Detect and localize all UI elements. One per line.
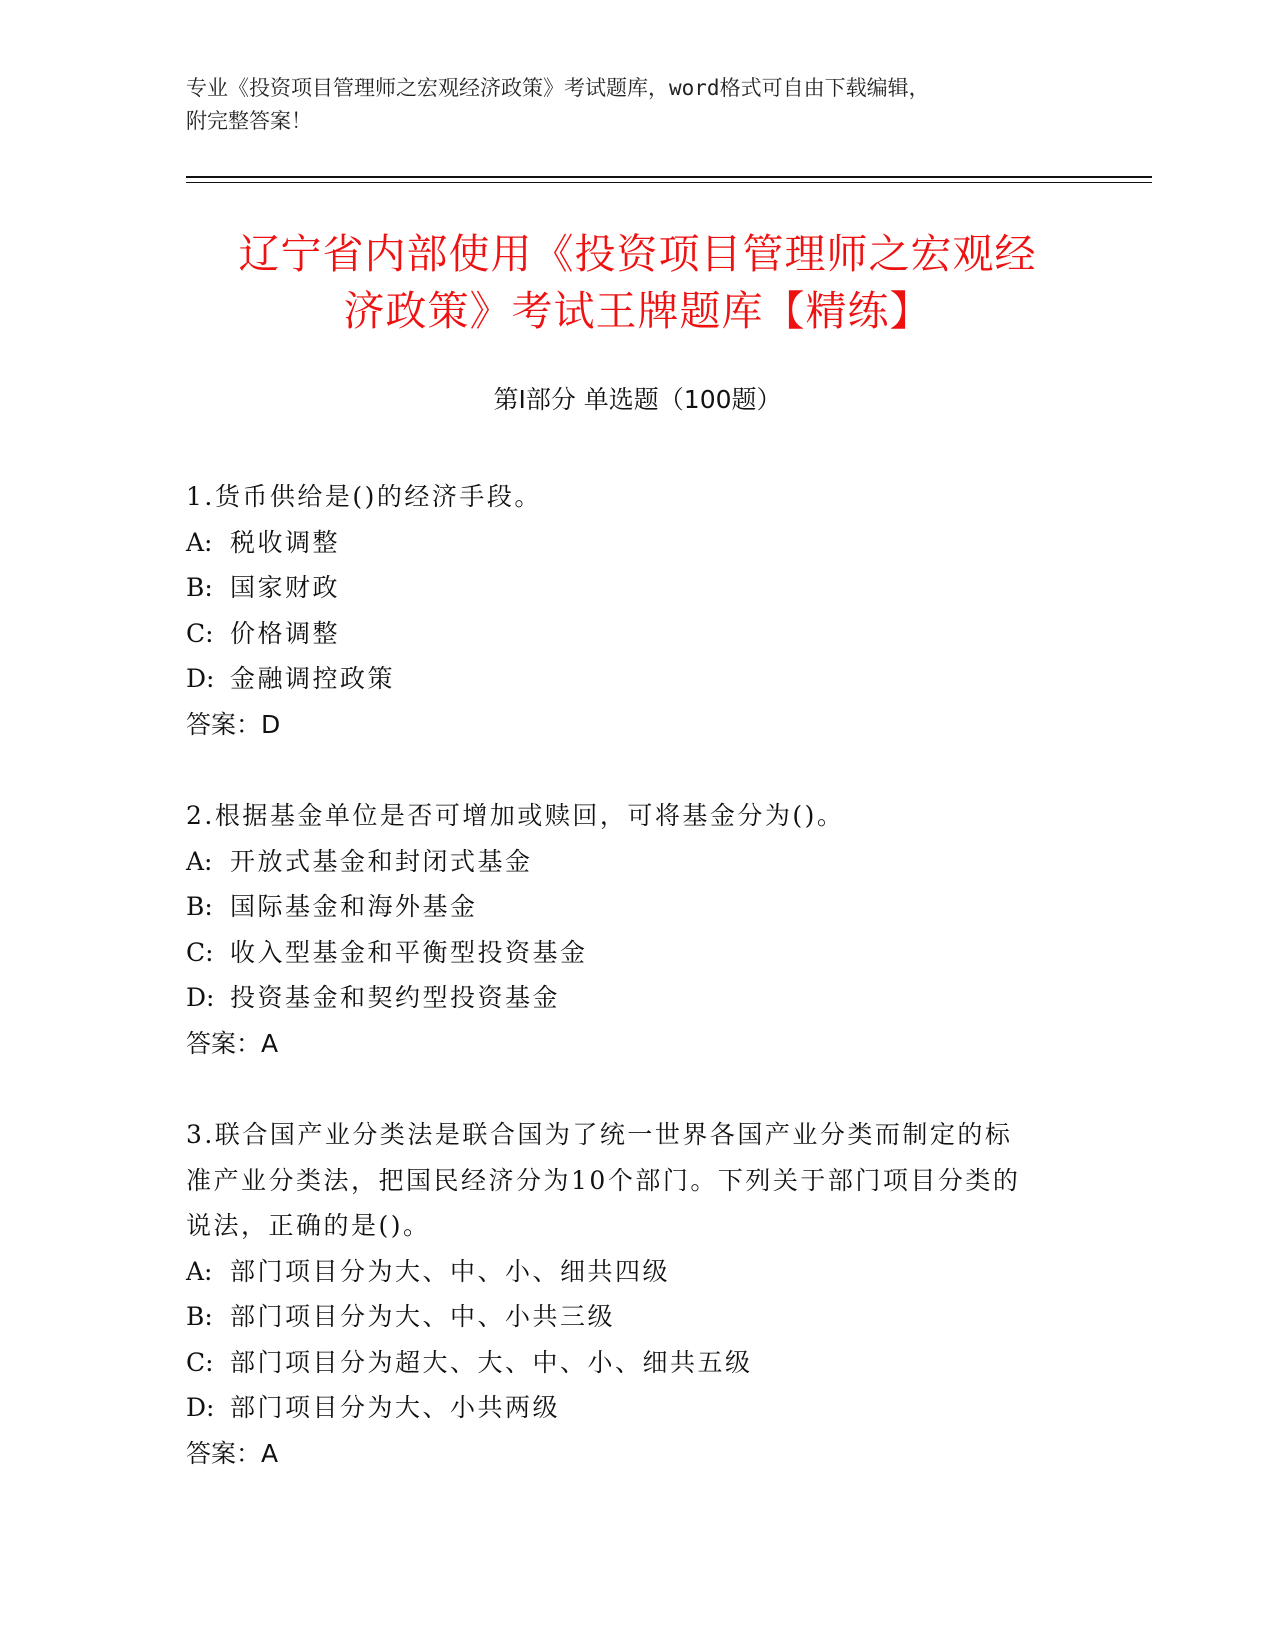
option-a bbox=[186, 1249, 1086, 1295]
header-divider-thick bbox=[186, 176, 1152, 178]
option-text: 部门项目分为大、中、小共三级 bbox=[230, 1302, 616, 1331]
question-stem-line: 3.联合国产业分类法是联合国为了统一世界各国产业分类而制定的标 bbox=[186, 1120, 1013, 1149]
header-note-line: 专业《投资项目管理师之宏观经济政策》考试题库，word格式可自由下载编辑， bbox=[186, 76, 930, 100]
answer-line: 答案：D bbox=[186, 709, 281, 739]
option-c bbox=[186, 930, 1086, 976]
option-letter: D: bbox=[186, 664, 215, 693]
option-text: 价格调整 bbox=[230, 618, 341, 648]
question-item bbox=[186, 474, 1086, 747]
option-text: 税收调整 bbox=[230, 527, 341, 557]
option-a bbox=[186, 520, 1086, 566]
question-stem-line: 说法，正确的是()。 bbox=[186, 1211, 431, 1240]
title-line: 济政策》考试王牌题库【精练】 bbox=[343, 287, 932, 335]
option-text: 投资基金和契约型投资基金 bbox=[230, 983, 561, 1012]
option-text: 国家财政 bbox=[230, 573, 341, 602]
question-stem: 1.货币供给是()的经济手段。 bbox=[186, 482, 542, 511]
answer-line: 答案：A bbox=[186, 1028, 279, 1058]
option-text: 金融调控政策 bbox=[230, 664, 396, 693]
option-text: 开放式基金和封闭式基金 bbox=[230, 846, 533, 876]
option-letter: D: bbox=[186, 1393, 215, 1422]
option-text: 收入型基金和平衡型投资基金 bbox=[230, 937, 588, 967]
option-letter: C: bbox=[186, 618, 214, 648]
option-text: 部门项目分为大、中、小、细共四级 bbox=[230, 1256, 671, 1286]
question-stem-line: 准产业分类法，把国民经济分为10个部门。下列关于部门项目分类的 bbox=[186, 1165, 1021, 1195]
header-note-line: 附完整答案！ bbox=[186, 109, 312, 133]
option-a bbox=[186, 839, 1086, 885]
question-stem: 2.根据基金单位是否可增加或赎回，可将基金分为()。 bbox=[186, 801, 845, 830]
option-text: 国际基金和海外基金 bbox=[230, 892, 478, 921]
option-letter: A: bbox=[186, 1256, 213, 1286]
document-header-note bbox=[186, 72, 1106, 138]
option-b bbox=[186, 565, 1086, 611]
option-letter: A: bbox=[186, 846, 213, 876]
option-letter: C: bbox=[186, 1347, 214, 1377]
answer-line: 答案：A bbox=[186, 1438, 279, 1468]
document-title bbox=[140, 226, 1135, 340]
option-c bbox=[186, 1340, 1086, 1386]
header-divider-thin bbox=[186, 182, 1152, 183]
option-b bbox=[186, 884, 1086, 930]
question-list bbox=[186, 474, 1086, 1522]
option-letter: C: bbox=[186, 937, 214, 967]
option-c bbox=[186, 611, 1086, 657]
option-text: 部门项目分为大、小共两级 bbox=[230, 1393, 561, 1422]
option-letter: B: bbox=[186, 573, 213, 602]
option-letter: A: bbox=[186, 527, 213, 557]
option-d bbox=[186, 656, 1086, 702]
question-item bbox=[186, 793, 1086, 1066]
title-line: 辽宁省内部使用《投资项目管理师之宏观经 bbox=[238, 230, 1037, 278]
option-d bbox=[186, 975, 1086, 1021]
option-letter: B: bbox=[186, 892, 213, 921]
option-d bbox=[186, 1385, 1086, 1431]
section-heading: 第Ⅰ部分 单选题（100题） bbox=[493, 385, 782, 414]
option-text: 部门项目分为超大、大、中、小、细共五级 bbox=[230, 1347, 753, 1377]
option-b bbox=[186, 1294, 1086, 1340]
question-item bbox=[186, 1112, 1086, 1476]
option-letter: B: bbox=[186, 1302, 213, 1331]
option-letter: D: bbox=[186, 983, 215, 1012]
